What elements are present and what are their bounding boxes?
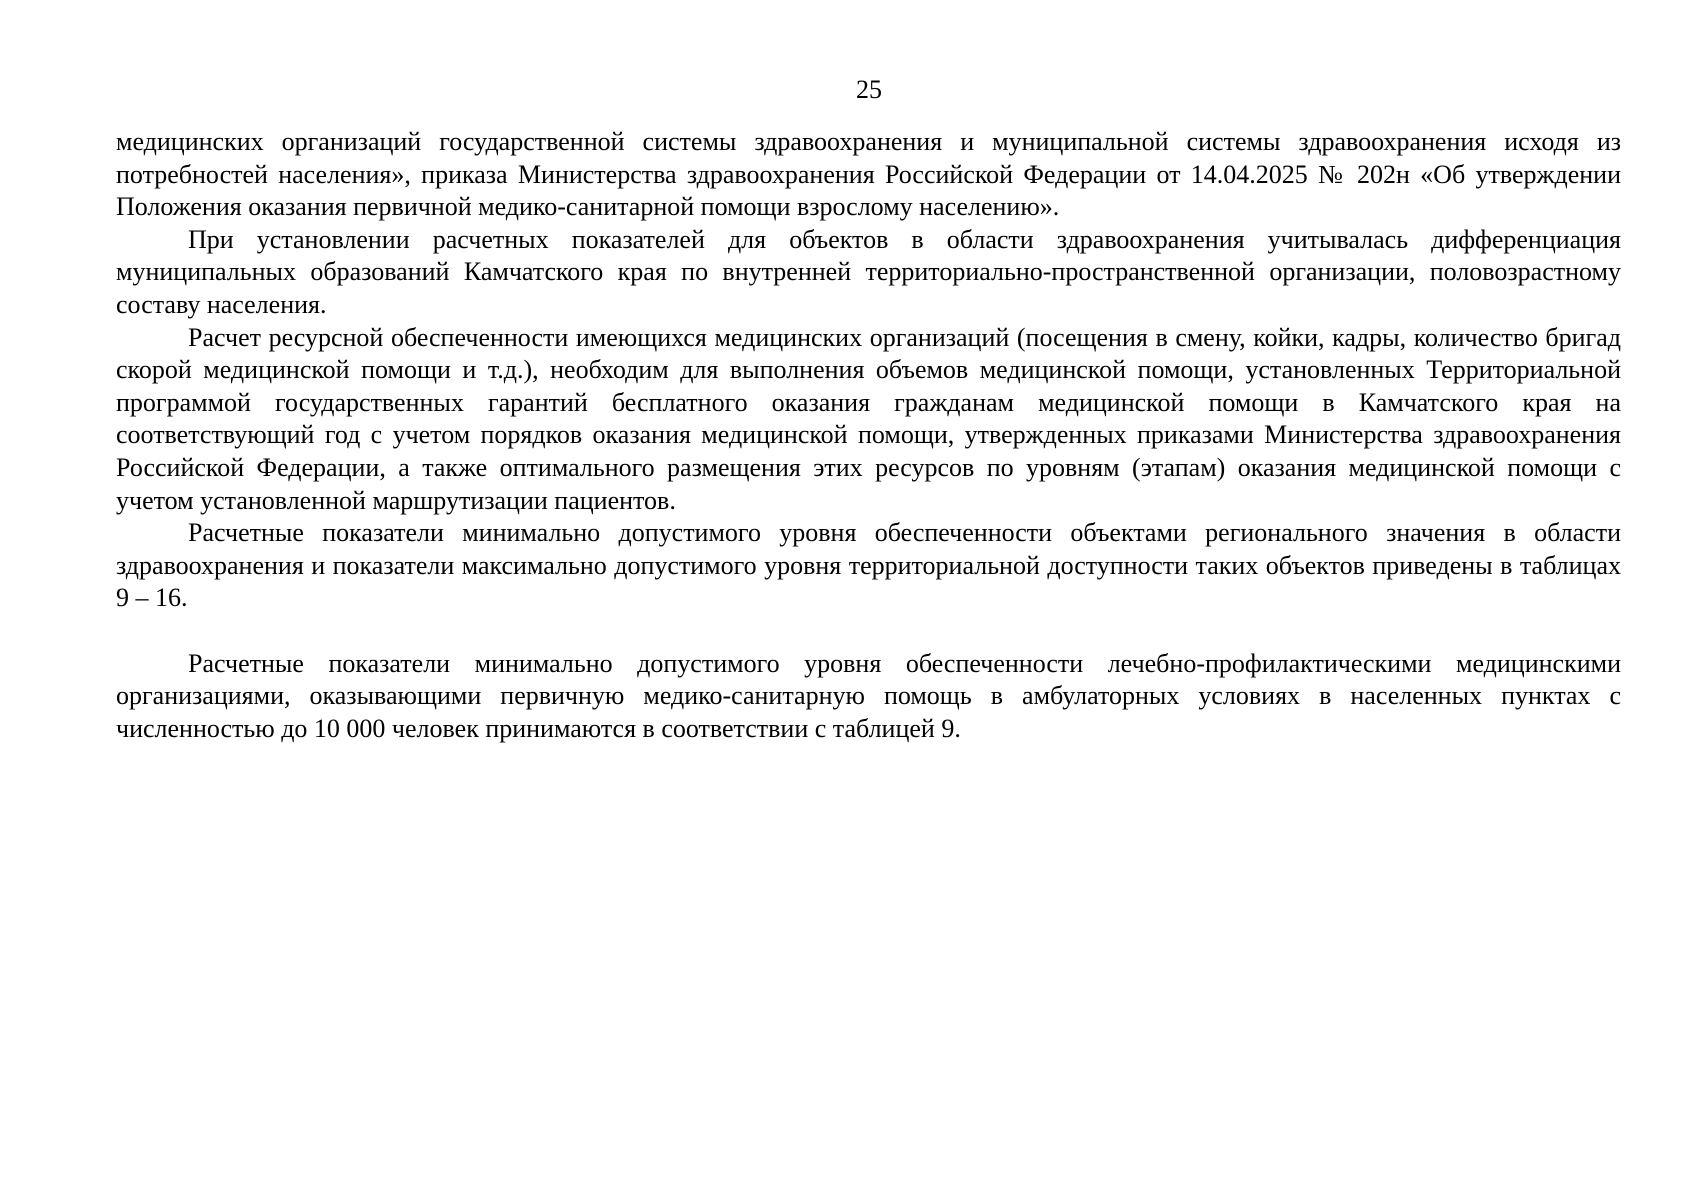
paragraph-table-9-intro: Расчетные показатели минимально допустимого уровня обеспеченности лечебно-профилактическими медицинскими организациями, оказывающими первичную медико-санитарную помощь в амбулаторных условиях в населенных пунктах с численностью до 10 000 человек принимаются в соответствии с таблицей 9. [116, 648, 1621, 743]
paragraph-differentiation: При установлении расчетных показателей для объектов в области здравоохранения учитывалась дифференциация муниципальных образований Камчатского края по внутренней территориально-пространственной организации, половозрастному составу населения. [116, 224, 1621, 319]
page-number: 25 [856, 75, 882, 104]
document-body [116, 126, 1621, 745]
paragraph-resource-calculation: Расчет ресурсной обеспеченности имеющихся медицинских организаций (посещения в смену, койки, кадры, количество бригад скорой медицинской помощи и т.д.), необходим для выполнения объемов медицинской помощи, установленных Территориальной программой государственных гарантий бесплатного оказания гражданам медицинской помощи в Камчатского края на соответствующий год с учетом порядков оказания медицинской помощи, утвержденных приказами Министерства здравоохранения Российской Федерации, а также оптимального размещения этих ресурсов по уровням (этапам) оказания медицинской помощи с учетом установленной маршрутизации пациентов. [116, 322, 1621, 515]
paragraph-continuation: медицинских организаций государственной системы здравоохранения и муниципальной системы здравоохранения исходя из потребностей населения», приказа Министерства здравоохранения Российской Федерации от 14.04.2025 № 202н «Об утверждении Положения оказания первичной медико-санитарной помощи взрослому населению». [116, 127, 1621, 222]
paragraph-tables-reference: Расчетные показатели минимально допустимого уровня обеспеченности объектами регионального значения в области здравоохранения и показатели максимально допустимого уровня территориальной доступности таких объектов приведены в таблицах 9 – 16. [116, 518, 1621, 613]
